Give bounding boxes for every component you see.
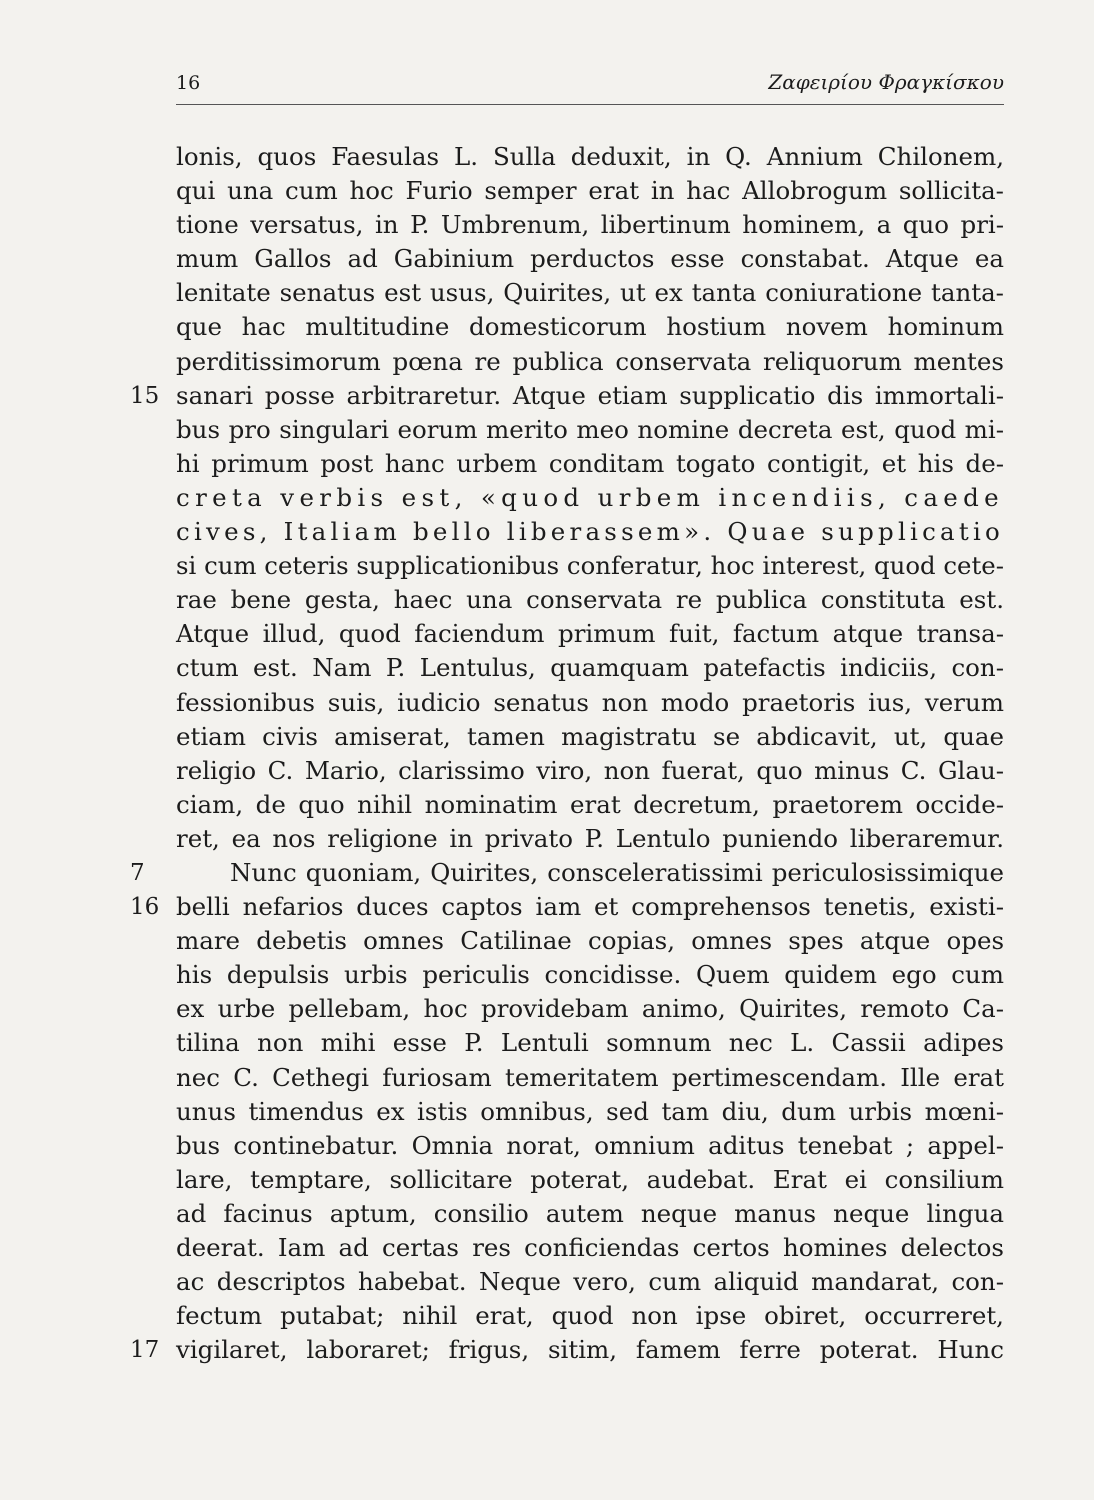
text-line [176,992,1004,1026]
text-line [176,754,1004,788]
line-text: si cum ceteris supplicationibus conferatur, hoc interest, quod cete- [176,551,1004,581]
line-text: rae bene gesta, haec una conservata re publica constituta est. [176,585,1004,615]
line-text: ret, ea nos religione in privato P. Lentulo puniendo liberaremur. [176,823,1004,853]
line-text: nec C. Cethegi furiosam temeritatem pertimescendam. Ille erat [176,1062,1004,1092]
text-line [176,310,1004,344]
text-line [176,549,1004,583]
text-line [176,651,1004,685]
text-line [176,924,1004,958]
line-text: mare debetis omnes Catilinae copias, omnes spes atque opes [176,926,1005,956]
text-line [176,720,1004,754]
text-line [176,788,1004,822]
line-text: mum Gallos ad Gabinium perductos esse constabat. Atque ea [176,244,1005,274]
text-line [176,481,1004,515]
text-line [176,1095,1004,1129]
line-text: sanari posse arbitraretur. Atque etiam supplicatio dis immortali- [176,380,1005,410]
text-line [176,242,1004,276]
page-header [176,66,1004,106]
margin-line-number: 15 [130,382,160,409]
text-line [130,1333,1004,1367]
line-text: lenitate senatus est usus, Quirites, ut ex tanta coniuratione tanta- [176,278,1004,308]
text-line [176,515,1004,549]
line-text: hi primum post hanc urbem conditam togato contigit, et his de- [176,448,1005,478]
line-text: fectum putabat; nihil erat, quod non ipse obiret, occurreret, [176,1301,1004,1331]
text-line [176,1265,1004,1299]
line-text: vigilaret, laboraret; frigus, sitim, famem ferre poterat. Hunc [176,1335,1004,1365]
line-text: unus timendus ex istis omnibus, sed tam diu, dum urbis mœni- [176,1096,1004,1126]
text-line [176,822,1004,856]
page-number: 16 [176,72,201,94]
text-line [176,1061,1004,1095]
line-text: qui una cum hoc Furio semper erat in hac Allobrogum sollicita- [176,176,1004,206]
line-text: perditissimorum pœna re publica conservata reliquorum mentes [176,346,1004,376]
line-text: deerat. Iam ad certas res conficiendas certos homines delectos [176,1233,1005,1262]
text-line [176,1026,1004,1060]
text-line [176,1197,1004,1231]
margin-line-number: 17 [130,1337,160,1364]
text-line [176,583,1004,617]
text-line [176,276,1004,310]
text-line [176,208,1004,242]
text-line [176,1163,1004,1197]
line-text: fessionibus suis, iudicio senatus non modo praetoris ius, verum [176,687,1004,717]
text-line [176,345,1004,379]
text-line [176,447,1004,481]
line-text: ad facinus aptum, consilio autem neque manus neque lingua [176,1198,1004,1228]
text-line [176,686,1004,720]
line-text: bus pro singulari eorum merito meo nomine decreta est, quod mi- [176,414,1005,444]
running-head: Ζαφειρίου Φραγκίσκου [768,70,1004,94]
line-text: etiam civis amiserat, tamen magistratu se abdicavit, ut, quae [176,721,1004,751]
line-text: religio C. Mario, clarissimo viro, non fuerat, quo minus C. Glau- [176,755,1005,785]
line-text: lare, temptare, sollicitare poterat, audebat. Erat ei consilium [176,1164,1004,1194]
header-rule [176,104,1004,105]
line-text: cives, Italiam bello liberassem». Quae supplicatio [176,517,1004,547]
text-line [176,617,1004,651]
margin-line-number: 16 [130,894,160,921]
line-text: his depulsis urbis periculis concidisse. Quem quidem ego cum [176,960,1005,990]
text-line [130,379,1005,413]
text-line [176,1231,1004,1265]
text-line [130,856,1004,890]
margin-line-number: 7 [130,859,145,886]
body-text [130,140,1005,1367]
line-text: ciam, de quo nihil nominatim erat decretum, praetorem occide- [176,789,1004,819]
line-text: creta verbis est, «quod urbem incendiis, caede [176,482,1005,512]
line-text: que hac multitudine domesticorum hostium novem hominum [176,312,1004,342]
line-text: tilina non mihi esse P. Lentuli somnum nec L. Cassii adipes [176,1028,1004,1058]
line-text: Nunc quoniam, Quirites, consceleratissimi periculosissimique [230,857,1004,887]
text-line [176,958,1004,992]
line-text: lonis, quos Faesulas L. Sulla deduxit, in Q. Annium Chilonem, [176,142,1005,171]
line-text: ex urbe pellebam, hoc providebam animo, Quirites, remoto Ca- [176,994,1005,1024]
line-text: bus continebatur. Omnia norat, omnium aditus tenebat ; appel- [176,1130,1004,1160]
text-line [176,174,1004,208]
text-line [130,890,1004,924]
line-text: ctum est. Nam P. Lentulus, quamquam patefactis indiciis, con- [176,653,1004,683]
text-line [176,413,1004,447]
text-line [176,140,1004,174]
text-line [176,1299,1004,1333]
line-text: Atque illud, quod faciendum primum fuit, factum atque transa- [176,619,1005,649]
line-text: belli nefarios duces captos iam et comprehensos tenetis, existi- [176,892,1004,922]
text-line [176,1129,1004,1163]
line-text: tione versatus, in P. Umbrenum, libertinum hominem, a quo pri- [176,210,1005,240]
line-text: ac descriptos habebat. Neque vero, cum aliquid mandarat, con- [176,1267,1004,1297]
